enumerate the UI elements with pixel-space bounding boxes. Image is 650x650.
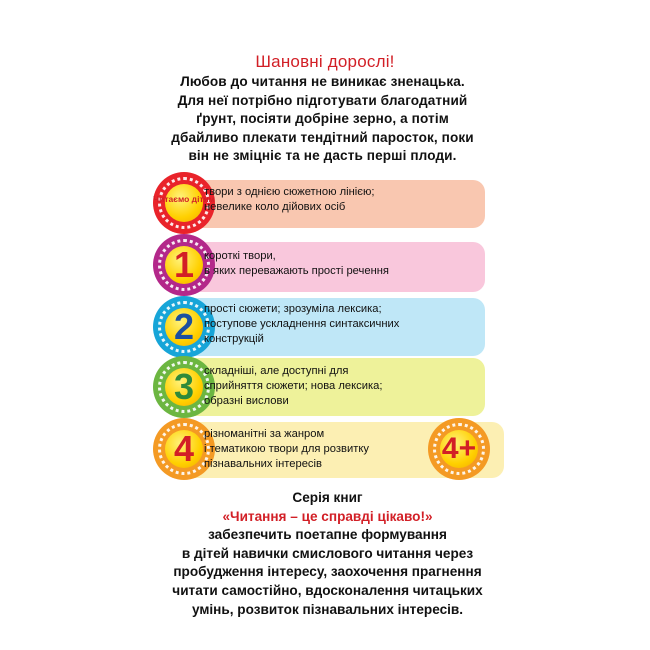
- level-badge-4-plus: [428, 418, 490, 480]
- level-line: сприйняття сюжети; нова лексика;: [204, 380, 383, 392]
- badge-number: 2: [173, 306, 195, 347]
- badge-number: 1: [173, 244, 195, 285]
- intro-line: Для неї потрібно підготувати благодатний: [177, 92, 468, 108]
- level-description: [204, 427, 369, 472]
- closing-line: в дітей навички смислового читання через: [181, 545, 474, 561]
- level-line: і тематикою твори для розвитку: [204, 443, 369, 455]
- closing-line: умінь, розвиток пізнавальних інтересів.: [191, 601, 464, 617]
- level-line: короткі твори,: [204, 250, 276, 262]
- level-description: [204, 249, 389, 279]
- intro-line: дбайливо плекати тендітний паросток, поки: [171, 129, 474, 145]
- level-line: в яких переважають прості речення: [204, 265, 389, 277]
- level-description: [204, 302, 399, 347]
- intro-paragraph: [150, 73, 495, 166]
- level-line: твори з однією сюжетною лінією;: [204, 186, 375, 198]
- closing-line: пробудження інтересу, заохочення прагнення: [173, 564, 482, 580]
- intro-line: Любов до читання не виникає зненацька.: [180, 74, 465, 89]
- closing-line: читати самостійно, вдосконалення читацьких: [172, 582, 483, 598]
- badge-number: 4: [173, 428, 195, 469]
- level-line: конструкцій: [204, 333, 264, 345]
- badge-number: 3: [173, 366, 195, 407]
- level-row-4: [0, 418, 650, 498]
- badge-label: Читаємо дітям: [153, 194, 215, 204]
- closing-line: забезпечить поетапне формування: [208, 527, 447, 543]
- level-description: [204, 364, 382, 409]
- level-description: [204, 185, 374, 215]
- level-line: складніші, але доступні для: [204, 365, 349, 377]
- level-line: пізнавальних інтересів: [204, 458, 322, 470]
- heading: Шановні дорослі!: [255, 52, 395, 71]
- badge-number: 4+: [441, 432, 477, 465]
- closing-prefix: Серія книг: [292, 490, 363, 505]
- level-line: прості сюжети; зрозуміла лексика;: [204, 303, 382, 315]
- level-line: поступове ускладнення синтаксичних: [204, 318, 400, 330]
- level-line: невелике коло дійових осіб: [204, 201, 346, 213]
- level-line: образні вислови: [204, 395, 289, 407]
- closing-paragraph: [150, 489, 505, 619]
- intro-line: ґрунт, посіяти добріне зерно, а потім: [196, 111, 449, 127]
- closing-line: [150, 489, 505, 526]
- series-title: «Читання – це справді цікаво!»: [222, 508, 433, 524]
- level-line: різноманітні за жанром: [204, 428, 325, 440]
- intro-line: він не зміцніє та не дасть перші плоди.: [188, 148, 457, 164]
